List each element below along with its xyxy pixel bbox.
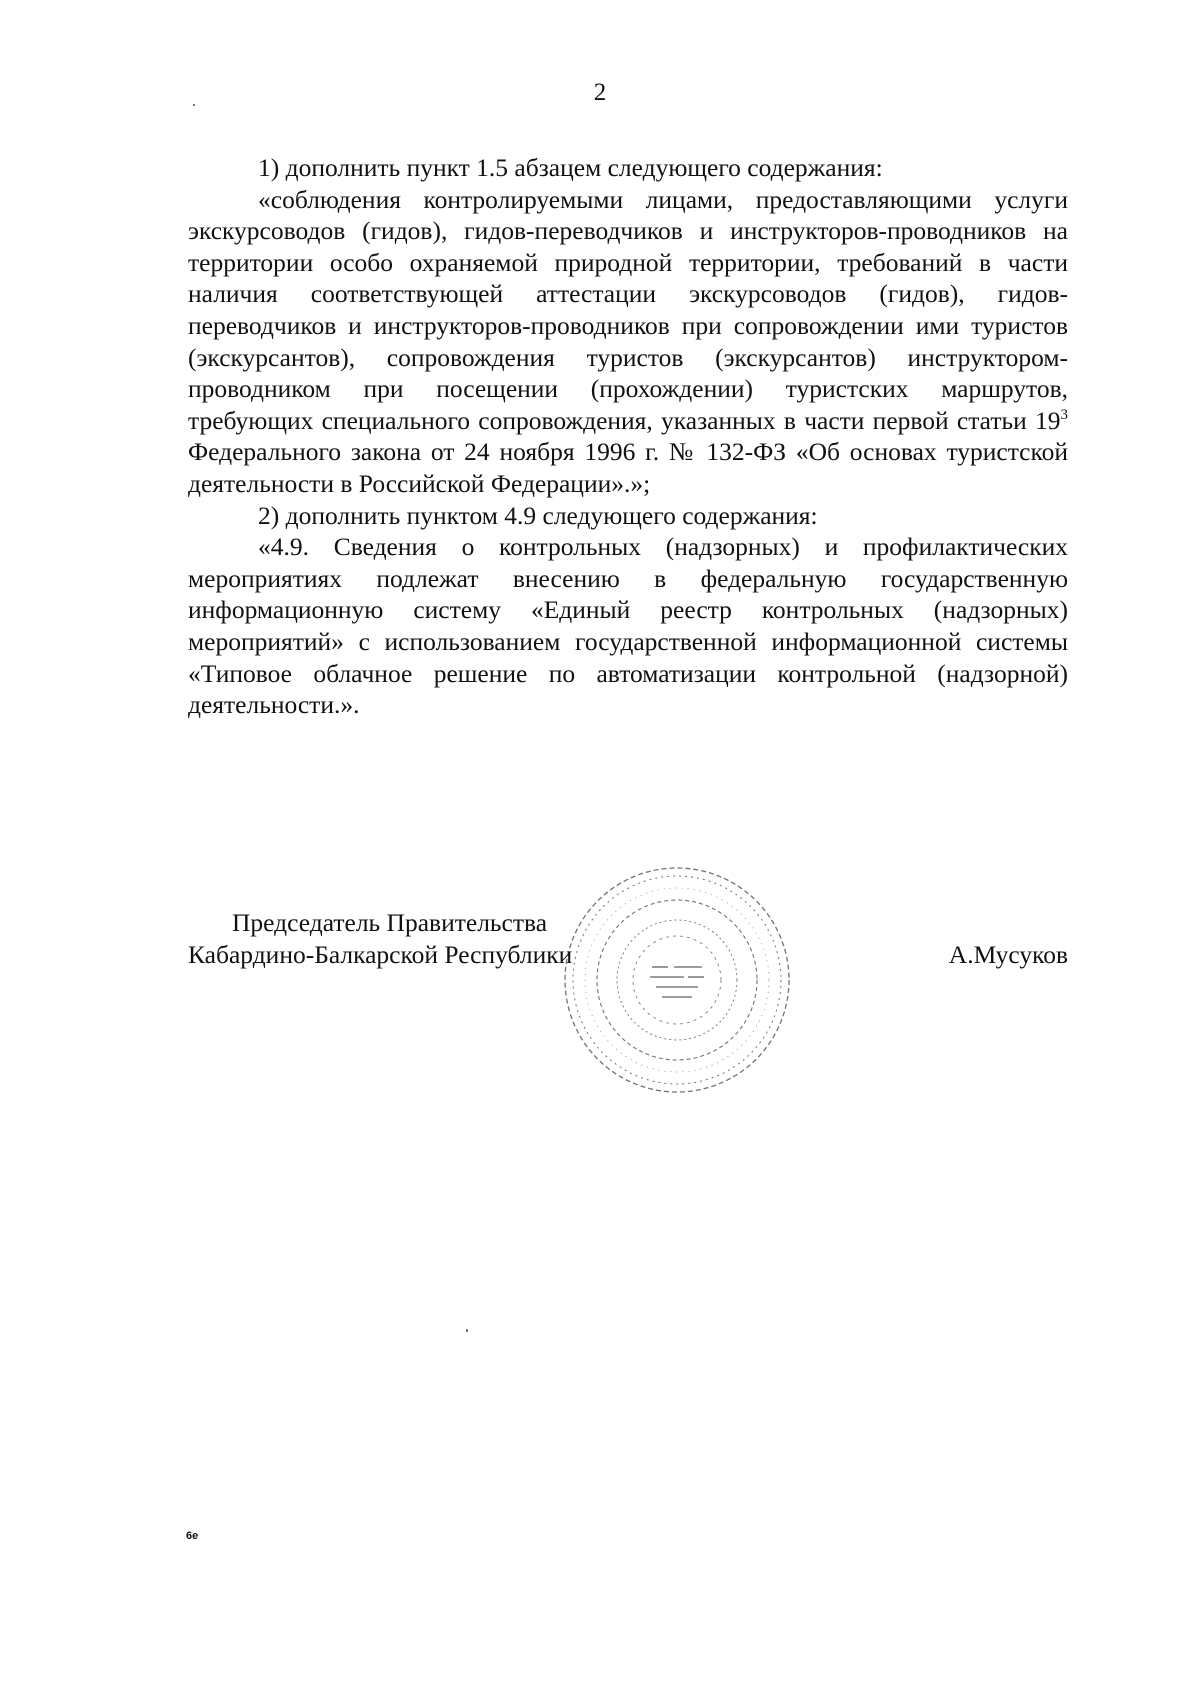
scan-speck: [466, 1329, 468, 1332]
amendment-item-1-text: [188, 184, 1068, 500]
amendment-item-1: 1) дополнить пункт 1.5 абзацем следующего содержания:: [258, 153, 883, 182]
article-superscript: 3: [1060, 406, 1068, 423]
page-number: 2: [593, 79, 607, 106]
scan-speck: [193, 104, 195, 106]
amendment-item-1-text-part2: Федерального закона от 24 ноября 1996 г. № 132-ФЗ «Об основах туристской деятельности в Российской Федерации».»;: [188, 437, 1068, 498]
footer-mark: 6е: [186, 1530, 199, 1542]
amendment-item-1-text-part1: «соблюдения контролируемыми лицами, предоставляющими услуги экскурсоводов (гидов), гидов-переводчиков и инструкторов-проводников на территории особо охраняемой природной территории, требований в части наличия соответствующей аттестации экскурсоводов (гидов), гидов-переводчиков и инструкторов-проводников при сопровождении ими туристов (экскурсантов), сопровождения туристов (экскурсантов) инструктором-проводником при посещении (прохождении) туристских маршрутов, требующих специального сопровождения, указанных в части первой статьи 19: [188, 184, 1068, 435]
signatory-title-line1: Председатель Правительства: [232, 908, 548, 937]
official-seal-icon: [552, 855, 802, 1105]
amendment-item-2: 2) дополнить пунктом 4.9 следующего содержания:: [258, 500, 818, 530]
signatory-name: А.Мусуков: [948, 940, 1068, 969]
document-body: [188, 152, 1068, 721]
signatory-title-line2: Кабардино-Балкарской Республики: [188, 940, 573, 969]
amendment-item-2-text: «4.9. Сведения о контрольных (надзорных) и профилактических мероприятиях подлежат внесению в федеральную государственную информационную систему «Единый реестр контрольных (надзорных) мероприятий» с использованием государственной информационной системы «Типовое облачное решение по автоматизации контрольной (надзорной) деятельности.».: [188, 532, 1068, 720]
